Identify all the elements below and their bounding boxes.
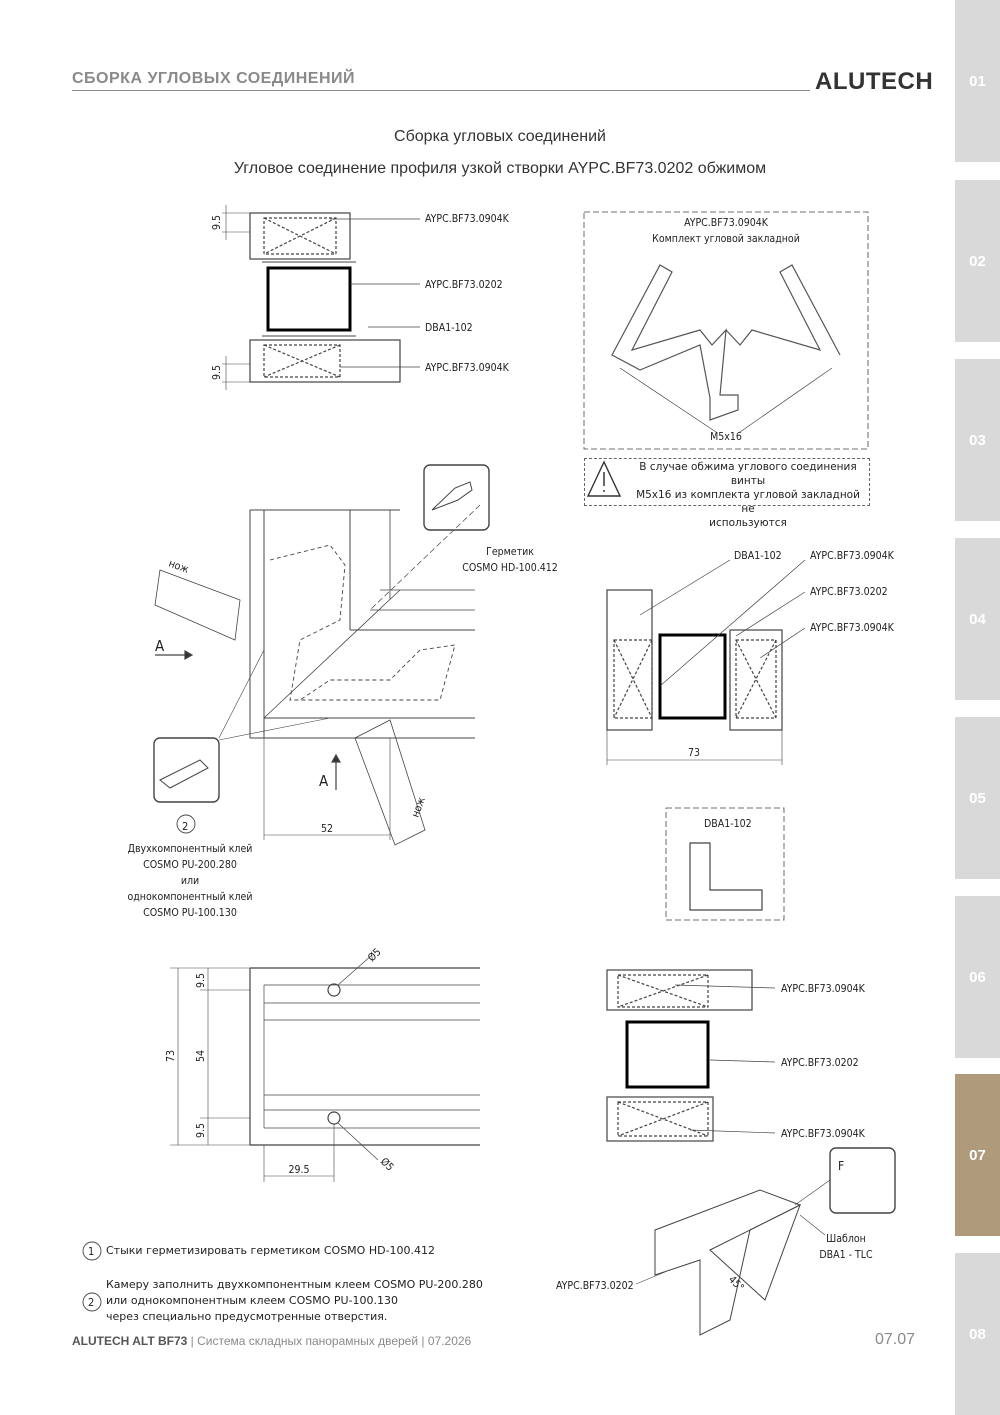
page-number: 07.07 [875, 1331, 916, 1348]
warning-text [630, 460, 866, 530]
footer-product: ALUTECH ALT BF73 [72, 1334, 188, 1348]
label-insert-mid-top: AYPC.BF73.0904K [810, 550, 894, 562]
dim-29-5: 29.5 [288, 1164, 310, 1176]
note-2-line-1: Камеру заполнить двухкомпонентным клеем COSMO PU-200.280 [106, 1278, 483, 1291]
note-2-text [106, 1277, 483, 1325]
tab-06[interactable] [955, 896, 1000, 1058]
label-section-a-bottom: А [319, 772, 329, 790]
dim-52: 52 [320, 823, 334, 835]
footer-info [72, 1334, 471, 1348]
tab-03[interactable] [955, 359, 1000, 521]
label-knife-bottom: нож [409, 795, 428, 820]
glue-line-2: COSMO PU-200.280 [143, 859, 237, 871]
corner-kit-view [584, 212, 868, 449]
warning-line-2: M5x16 из комплекта угловой закладной не [636, 489, 860, 515]
tab-04[interactable] [955, 538, 1000, 700]
label-insert-br-bottom: AYPC.BF73.0904K [781, 1128, 865, 1140]
tab-label: 08 [969, 1325, 986, 1343]
warning-line-3: используются [709, 517, 787, 529]
glue-line-4: однокомпонентный клей [127, 891, 253, 903]
label-seal-mid: DBA1-102 [734, 550, 782, 562]
glue-line-3: или [180, 875, 200, 887]
note-1-number: 1 [88, 1245, 95, 1258]
note-2-line-3: через специально предусмотренные отверстия. [106, 1310, 388, 1323]
label-insert-br-top: AYPC.BF73.0904K [781, 983, 865, 995]
label-template-name: Шаблон [826, 1233, 866, 1245]
tab-02[interactable] [955, 180, 1000, 342]
tab-label: 01 [969, 72, 986, 90]
tab-label: 06 [969, 968, 986, 986]
glue-number: 2 [182, 820, 189, 833]
tab-label: 07 [969, 1146, 986, 1164]
section-title: СБОРКА УГЛОВЫХ СОЕДИНЕНИЙ [72, 70, 356, 87]
label-frame-mid: AYPC.BF73.0202 [810, 586, 888, 598]
brand-logo: ALUTECH [815, 68, 934, 95]
page-subtitle: Угловое соединение профиля узкой створки AYPC.BF73.0202 обжимом [233, 160, 767, 177]
label-sealant-name: Герметик [486, 546, 534, 558]
tab-label: 03 [969, 431, 986, 449]
dim-73-mid: 73 [687, 747, 701, 759]
tab-label: 04 [969, 610, 986, 628]
page-title: Сборка угловых соединений [394, 128, 606, 145]
label-seal: DBA1-102 [425, 322, 473, 334]
warning-line-1: В случае обжима углового соединения винты [639, 461, 857, 487]
glue-line-1: Двухкомпонентный клей [127, 843, 253, 855]
glue-line-5: COSMO PU-100.130 [143, 907, 237, 919]
note-2-line-2: или однокомпонентным клеем COSMO PU-100.130 [106, 1294, 399, 1307]
footer-system: | Система складных панорамных дверей | 07.2026 [187, 1334, 472, 1348]
label-frame-bottom-iso: AYPC.BF73.0202 [556, 1280, 634, 1292]
note-1-text: Стыки герметизировать герметиком COSMO HD-100.412 [106, 1244, 436, 1257]
dim-9-5-bottom: 9.5 [211, 364, 223, 380]
section-view-bottom-right [607, 970, 775, 1141]
dim-9-5-top: 9.5 [211, 214, 223, 230]
dim-diameter-top: Ø5 [365, 946, 384, 965]
note-2-number: 2 [88, 1296, 95, 1309]
label-knife-left: нож [166, 557, 191, 576]
dim-diameter-bottom: Ø5 [377, 1155, 396, 1174]
dim-54: 54 [195, 1049, 207, 1062]
section-view-73 [607, 560, 805, 765]
label-seal-detail: DBA1-102 [704, 818, 752, 830]
label-insert-mid-bottom: AYPC.BF73.0904K [810, 622, 894, 634]
label-section-a-left: А [155, 637, 165, 655]
dim-9-5-side-top: 9.5 [195, 972, 207, 988]
label-insert-top: AYPC.BF73.0904K [425, 213, 509, 225]
chapter-tabs [955, 0, 1000, 1415]
label-kit-name: Комплект угловой закладной [652, 233, 800, 245]
tab-05[interactable] [955, 717, 1000, 879]
tab-08[interactable] [955, 1253, 1000, 1415]
label-angle: 45° [725, 1273, 747, 1294]
label-frame-profile: AYPC.BF73.0202 [425, 279, 503, 291]
label-screw: M5x16 [710, 431, 742, 443]
label-template-code: DBA1 - TLC [819, 1249, 873, 1261]
section-view-top-left [222, 205, 420, 390]
label-insert-bottom: AYPC.BF73.0904K [425, 362, 509, 374]
label-sealant-code: COSMO HD-100.412 [462, 562, 558, 574]
label-kit-code: AYPC.BF73.0904K [684, 217, 768, 229]
tab-label: 05 [969, 789, 986, 807]
label-frame-br: AYPC.BF73.0202 [781, 1057, 859, 1069]
dim-9-5-side-bottom: 9.5 [195, 1122, 207, 1138]
side-view-bottom-left [170, 955, 480, 1182]
dim-73-side: 73 [165, 1049, 177, 1062]
tab-07[interactable] [955, 1074, 1000, 1236]
label-force: F [838, 1159, 845, 1173]
tab-label: 02 [969, 252, 986, 270]
